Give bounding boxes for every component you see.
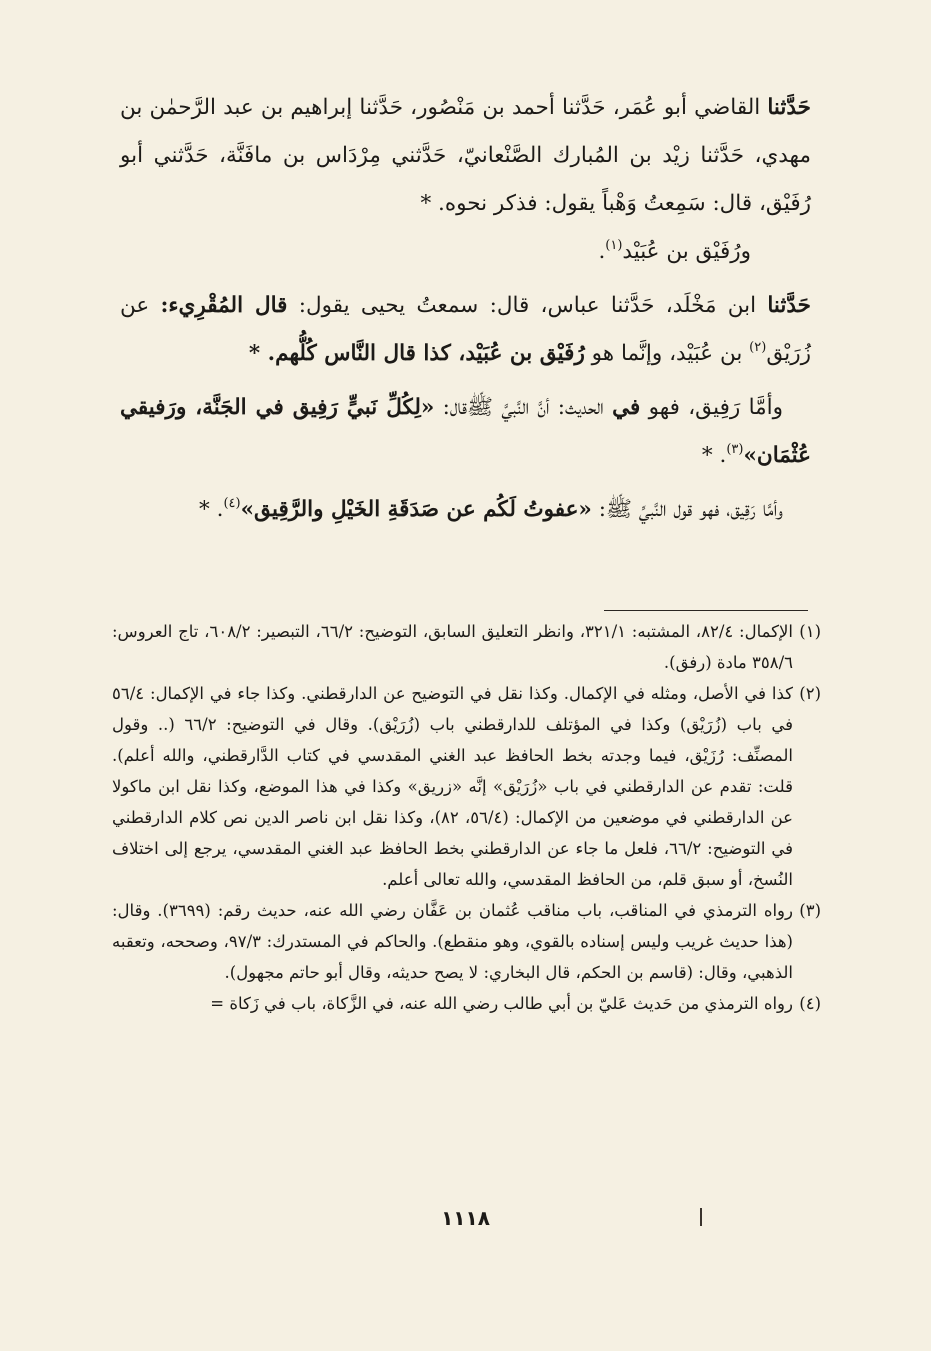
footnote-number: (٢) bbox=[799, 684, 821, 703]
paragraph-4 bbox=[120, 384, 811, 483]
footnote-text: رواه الترمذي من حَديث عَليّ بن أبي طالب رضي الله عنه، في الزَّكاة، باب في زَكاة = bbox=[210, 994, 793, 1013]
hadith-quote: «لِكُلِّ نَبيٍّ رَفِيق في الجَنَّة، ورَفيقي عُثْمَان» bbox=[120, 395, 811, 468]
footnote-4 bbox=[112, 988, 821, 1019]
paragraph-text: . * bbox=[199, 497, 224, 522]
footnote-ref: (٢) bbox=[749, 340, 767, 355]
footnote-body bbox=[112, 616, 793, 678]
paragraph-text: ورُفَيْق بن عُبَيْد bbox=[622, 239, 751, 264]
paragraph-2 bbox=[120, 228, 811, 279]
footnote-divider bbox=[604, 610, 808, 611]
footnote-ref: (٣) bbox=[726, 442, 744, 457]
footnote-text: الإكمال: ٨٢/٤، المشتبه: ٣٢١/١، وانظر التعليق السابق، التوضيح: ٦٦/٢، التبصير: ٦٠٨/٢، تاج العروس: ٣٥٨/٦ مادة (رفق). bbox=[112, 622, 794, 672]
footnote-body bbox=[112, 678, 793, 895]
paragraph-text: وأمَّا رَقِيق، فهو قول النَّبيِّ ﷺ: bbox=[598, 497, 783, 522]
paragraph-3 bbox=[120, 282, 811, 381]
paragraph-5 bbox=[120, 486, 811, 537]
bold-text: في bbox=[612, 395, 641, 420]
footnote-number: (١) bbox=[799, 622, 821, 641]
paragraph-text: وأمَّا رَفِيق، فهو bbox=[648, 395, 783, 420]
narration-lead: حَدَّثنا bbox=[767, 293, 811, 318]
footnote-body bbox=[112, 895, 793, 988]
paragraph-1 bbox=[120, 84, 811, 228]
footnotes bbox=[112, 616, 821, 1019]
paragraph-text: الحديث: أنَّ النَّبيَّ ﷺقال: bbox=[442, 395, 604, 420]
paragraph-text: عن زُرَيْق bbox=[120, 293, 811, 366]
footnote-1 bbox=[112, 616, 821, 678]
hadith-quote: «عفوتُ لَكُم عن صَدَقَةِ الخَيْلِ والرَّقِيق» bbox=[240, 497, 592, 522]
bold-text: قال المُقْرِيء: bbox=[160, 293, 288, 318]
bold-text: رُفَيْق بن عُبَيْد، كذا قال النَّاس كُلُّهم. * bbox=[248, 341, 585, 366]
footnote-ref: (٤) bbox=[223, 496, 241, 511]
footnote-body bbox=[112, 988, 793, 1019]
footnote-2 bbox=[112, 678, 821, 895]
footnote-ref: (١) bbox=[605, 238, 623, 253]
footnote-text: كذا في الأصل، ومثله في الإكمال. وكذا نقل في التوضيح عن الدارقطني. وكذا جاء في الإكمال: ٥٦/٤ في باب (زُرَيْق) وكذا في المؤتلف للدارقطني باب (زُرَيْق). وقال في التوضيح: ٦٦/٢ (.. وقول المصنِّف: رُزَيْق، فيما وجدته بخط الحافظ عبد الغني المقدسي في كتاب الدَّارقطني، والله أعلم). قلت: تقدم عن الدارقطني في باب «زُرَيْق» إنَّه «زريق» وكذا في هذا الموضع، وكذا نقل ابن ماكولا عن الدارقطني في موضعين من الإكمال: (٥٦/٤، ٨٢)، وكذا نقل ابن ناصر الدين نص كلام الدارقطني في التوضيح: ٦٦/٢، فلعل ما جاء عن الدارقطني بخط الحافظ عبد الغني المقدسي، يرجع إلى اختلاف النُسخ، أو سبق قلم، من الحافظ المقدسي، والله تعالى أعلم. bbox=[112, 684, 793, 889]
paragraph-text: . bbox=[598, 239, 606, 264]
margin-mark bbox=[700, 1208, 702, 1226]
narration-lead: حَدَّثنا bbox=[767, 95, 811, 120]
footnote-number: (٣) bbox=[799, 901, 821, 920]
page-number: ١١١٨ bbox=[441, 1206, 490, 1230]
paragraph-text: ابن مَخْلَد، حَدَّثنا عباس، قال: سمعتُ يحيى يقول: bbox=[298, 293, 757, 318]
paragraph-text: القاضي أبو عُمَر، حَدَّثنا أحمد بن مَنْصُور، حَدَّثنا إبراهيم بن عبد الرَّحمٰن بن مهدي، حَدَّثنا زيْد بن المُبارك الصَّنْعانيّ، حَدَّثني مِرْدَاس بن مافَنَّة، حَدَّثني أبو رُفَيْق، قال: سَمِعتُ وَهْباً يقول: فذكر نحوه. * bbox=[120, 95, 811, 216]
footnote-3 bbox=[112, 895, 821, 988]
main-text bbox=[120, 84, 811, 537]
footnote-text: رواه الترمذي في المناقب، باب مناقب عُثمان بن عَفَّان رضي الله عنه، حديث رقم: (٣٦٩٩). وقال: (هذا حديث غريب وليس إسناده بالقوي، وهو منقطع). والحاكم في المستدرك: ٩٧/٣، وصححه، وتعقبه الذهبي، وقال: (قاسم بن الحكم، قال البخاري: لا يصح حديثه، وقال أبو حاتم مجهول). bbox=[112, 901, 793, 982]
paragraph-text: . * bbox=[701, 443, 727, 468]
paragraph-text: بن عُبَيْد، وإنَّما هو bbox=[591, 341, 743, 366]
footnote-number: (٤) bbox=[799, 994, 821, 1013]
